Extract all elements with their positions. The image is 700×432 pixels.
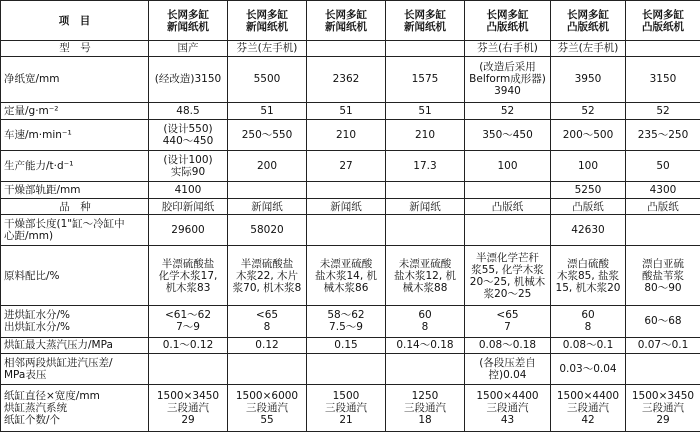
cell-line: 51 bbox=[260, 105, 274, 118]
cell-line: 18 bbox=[418, 414, 432, 427]
table-row bbox=[1, 56, 700, 103]
cell-line: 15, 机木浆20 bbox=[555, 281, 621, 294]
row-label bbox=[1, 119, 149, 150]
table-cell bbox=[386, 354, 465, 385]
table-cell bbox=[307, 41, 386, 57]
cell-line: 29 bbox=[656, 414, 670, 427]
cell-line: 3950 bbox=[574, 73, 602, 86]
cell-line: 0.15 bbox=[334, 339, 358, 352]
cell-line: 新闻纸 bbox=[251, 200, 283, 213]
cell-line: 52 bbox=[581, 105, 595, 118]
cell-line: 58020 bbox=[250, 224, 284, 237]
cell-line: 440～450 bbox=[162, 134, 214, 147]
table-cell bbox=[228, 198, 307, 215]
row-label bbox=[1, 246, 149, 306]
table-cell bbox=[307, 103, 386, 120]
cell-line: 7.5～9 bbox=[329, 321, 363, 334]
cell-line: 3940 bbox=[494, 85, 521, 98]
cell-line: 化学木浆17, bbox=[158, 269, 218, 282]
row-label-line: 相邻两段烘缸进汽压差/ bbox=[4, 357, 113, 370]
column-header bbox=[386, 1, 465, 41]
table-cell bbox=[149, 215, 228, 246]
cell-line: <65 bbox=[496, 309, 519, 322]
table-cell bbox=[551, 103, 626, 120]
table-cell bbox=[307, 385, 386, 432]
cell-line: 浆55, 化学木浆 bbox=[471, 263, 544, 276]
column-header-line: 长网多缸 bbox=[642, 8, 684, 21]
table-cell bbox=[626, 385, 700, 432]
table-row bbox=[1, 306, 700, 337]
table-cell bbox=[465, 103, 551, 120]
row-label-line: 烘缸最大蒸汽压力/MPa bbox=[4, 339, 113, 352]
table-cell bbox=[149, 198, 228, 215]
cell-line: 三段通汽 bbox=[642, 402, 684, 415]
table-cell bbox=[551, 119, 626, 150]
table-row bbox=[1, 354, 700, 385]
cell-line: (经改造)3150 bbox=[154, 73, 222, 86]
cell-line: 盐木浆14, 机 bbox=[314, 269, 378, 282]
cell-line: 8 bbox=[421, 321, 429, 334]
cell-line: 0.08～0.1 bbox=[562, 339, 614, 352]
table-cell bbox=[465, 119, 551, 150]
cell-line: 浆20～25 bbox=[483, 287, 532, 300]
cell-line: 0.03～0.04 bbox=[559, 363, 617, 376]
cell-line: 43 bbox=[500, 414, 515, 427]
cell-line: 48.5 bbox=[176, 105, 200, 118]
table-cell bbox=[626, 198, 700, 215]
table-cell bbox=[228, 215, 307, 246]
cell-line: 0.1～0.12 bbox=[162, 339, 214, 352]
cell-line: 60～68 bbox=[644, 315, 682, 328]
table-cell bbox=[465, 56, 551, 103]
table-cell bbox=[551, 306, 626, 337]
table-cell bbox=[149, 246, 228, 306]
column-header-line: 新闻纸机 bbox=[246, 20, 288, 33]
cell-line: 100 bbox=[577, 159, 599, 172]
table-row bbox=[1, 337, 700, 354]
cell-line: 漂白硫酸 bbox=[567, 257, 609, 270]
cell-line: 三段通汽 bbox=[167, 402, 209, 415]
column-header bbox=[149, 1, 228, 41]
table-cell bbox=[465, 354, 551, 385]
column-header-line: 新闻纸机 bbox=[404, 20, 446, 33]
table-cell bbox=[386, 182, 465, 199]
cell-line: 29600 bbox=[171, 224, 205, 237]
cell-line: 0.12 bbox=[255, 339, 279, 352]
table-cell bbox=[228, 337, 307, 354]
cell-line: 三段通汽 bbox=[246, 402, 288, 415]
row-label bbox=[1, 198, 149, 215]
cell-line: 51 bbox=[339, 105, 353, 118]
row-label bbox=[1, 215, 149, 246]
table-cell bbox=[149, 41, 228, 57]
table-cell bbox=[626, 215, 700, 246]
cell-line: 7～9 bbox=[176, 321, 200, 334]
table-cell bbox=[551, 182, 626, 199]
table-cell bbox=[465, 198, 551, 215]
table-row bbox=[1, 119, 700, 150]
cell-line: 1500×4400 bbox=[556, 390, 620, 403]
cell-line: 52 bbox=[656, 105, 670, 118]
cell-line: 1575 bbox=[411, 73, 439, 86]
row-label bbox=[1, 56, 149, 103]
cell-line: 凸版纸 bbox=[572, 200, 604, 213]
cell-line: 200～500 bbox=[562, 128, 614, 141]
header-row bbox=[1, 1, 700, 41]
cell-line: 210 bbox=[414, 128, 436, 141]
table-cell bbox=[551, 354, 626, 385]
table-cell bbox=[626, 119, 700, 150]
table-cell bbox=[551, 246, 626, 306]
table-cell bbox=[551, 337, 626, 354]
table-cell bbox=[465, 150, 551, 181]
table-cell bbox=[626, 354, 700, 385]
cell-line: 4300 bbox=[649, 183, 677, 196]
table-cell bbox=[465, 337, 551, 354]
table-row bbox=[1, 215, 700, 246]
table-cell bbox=[386, 103, 465, 120]
cell-line: 1500×4400 bbox=[476, 390, 539, 403]
table-row bbox=[1, 103, 700, 120]
cell-line: 1500 bbox=[332, 390, 360, 403]
table-cell bbox=[626, 246, 700, 306]
row-label-line: 净纸宽/mm bbox=[4, 73, 60, 86]
table-row bbox=[1, 385, 700, 432]
cell-line: 1500×3450 bbox=[631, 390, 695, 403]
column-header bbox=[465, 1, 551, 41]
table-cell bbox=[307, 215, 386, 246]
table-cell bbox=[149, 56, 228, 103]
cell-line: 4100 bbox=[174, 183, 202, 196]
cell-line: 5250 bbox=[574, 183, 602, 196]
column-header bbox=[626, 1, 700, 41]
table-cell bbox=[465, 215, 551, 246]
table-cell bbox=[307, 150, 386, 181]
table-cell bbox=[465, 246, 551, 306]
table-cell bbox=[386, 119, 465, 150]
cell-line: 1250 bbox=[411, 390, 439, 403]
cell-line: <61～62 bbox=[164, 309, 212, 322]
table-cell bbox=[307, 354, 386, 385]
cell-line: 8 bbox=[263, 321, 271, 334]
column-header-line: 新闻纸机 bbox=[325, 20, 367, 33]
cell-line: 58～62 bbox=[327, 309, 365, 322]
cell-line: (各段压差自 bbox=[479, 357, 536, 370]
table-cell bbox=[386, 56, 465, 103]
cell-line: 酸盐苇浆 bbox=[642, 269, 684, 282]
table-row bbox=[1, 182, 700, 199]
cell-line: 60 bbox=[581, 309, 595, 322]
cell-line: 控)0.04 bbox=[488, 369, 527, 382]
table-cell bbox=[386, 150, 465, 181]
table-cell bbox=[149, 354, 228, 385]
cell-line: 80～90 bbox=[644, 281, 682, 294]
table-cell bbox=[386, 215, 465, 246]
table-cell bbox=[386, 306, 465, 337]
row-label-line: 纸缸个数/个 bbox=[4, 414, 61, 427]
row-label bbox=[1, 182, 149, 199]
cell-line: (改造后采用 bbox=[479, 61, 536, 74]
column-header-line: 长网多缸 bbox=[486, 8, 529, 21]
cell-line: 21 bbox=[339, 414, 353, 427]
cell-line: (设计550) bbox=[163, 122, 213, 135]
cell-line: 半漂硫酸盐 bbox=[240, 257, 294, 270]
cell-line: 国产 bbox=[177, 42, 199, 55]
row-label bbox=[1, 337, 149, 354]
table-cell bbox=[465, 385, 551, 432]
cell-line: 三段通汽 bbox=[486, 402, 529, 415]
table-cell bbox=[626, 150, 700, 181]
cell-line: (设计100) bbox=[163, 153, 213, 166]
cell-line: 机木浆83 bbox=[165, 281, 211, 294]
row-label-line: 车速/m·min⁻¹ bbox=[4, 128, 72, 141]
table-cell bbox=[307, 246, 386, 306]
cell-line: 8 bbox=[584, 321, 592, 334]
table-cell bbox=[551, 215, 626, 246]
cell-line: 0.14～0.18 bbox=[396, 339, 454, 352]
cell-line: 29 bbox=[181, 414, 195, 427]
cell-line: 未漂亚硫酸 bbox=[398, 257, 452, 270]
table-cell bbox=[551, 56, 626, 103]
cell-line: 27 bbox=[339, 159, 353, 172]
cell-line: 20～25, 机械木 bbox=[469, 275, 546, 288]
table-cell bbox=[626, 41, 700, 57]
column-header-line: 凸版纸机 bbox=[486, 20, 529, 33]
cell-line: 235～250 bbox=[637, 128, 689, 141]
row-label bbox=[1, 354, 149, 385]
table-row bbox=[1, 150, 700, 181]
row-label-line: 定量/g·m⁻² bbox=[4, 105, 59, 118]
table-cell bbox=[551, 385, 626, 432]
cell-line: 未漂亚硫酸 bbox=[319, 257, 373, 270]
table-cell bbox=[386, 246, 465, 306]
row-label-line: 型 号 bbox=[59, 42, 91, 55]
cell-line: 漂白亚硫 bbox=[642, 257, 684, 270]
table-cell bbox=[149, 337, 228, 354]
cell-line: 新闻纸 bbox=[330, 200, 362, 213]
table-cell bbox=[228, 182, 307, 199]
corner-label: 项 目 bbox=[58, 14, 91, 27]
column-header-line: 长网多缸 bbox=[404, 8, 446, 21]
cell-line: 浆70, 机木浆8 bbox=[232, 281, 302, 294]
cell-line: 1500×3450 bbox=[156, 390, 220, 403]
row-label-line: 干燥部长度(1"缸～冷缸中 bbox=[4, 218, 125, 231]
row-label-line: MPa表压 bbox=[4, 369, 47, 382]
cell-line: 250～550 bbox=[241, 128, 293, 141]
cell-line: 木浆85, 盐浆 bbox=[556, 269, 620, 282]
row-label bbox=[1, 41, 149, 57]
row-label-line: 纸缸直径×宽度/mm bbox=[4, 390, 100, 403]
table-cell bbox=[307, 56, 386, 103]
cell-line: 凸版纸 bbox=[491, 200, 524, 213]
cell-line: 械木浆86 bbox=[323, 281, 369, 294]
row-label-line: 心距/mm) bbox=[4, 230, 54, 243]
column-header-line: 长网多缸 bbox=[246, 8, 288, 21]
cell-line: 凸版纸 bbox=[647, 200, 679, 213]
table-row bbox=[1, 41, 700, 57]
table-cell bbox=[149, 150, 228, 181]
table-cell bbox=[551, 150, 626, 181]
table-cell bbox=[386, 198, 465, 215]
row-label-line: 品 种 bbox=[59, 200, 91, 213]
row-label-line: 出烘缸水分/% bbox=[4, 321, 71, 334]
table-row bbox=[1, 198, 700, 215]
cell-line: 42 bbox=[581, 414, 595, 427]
table-cell bbox=[386, 41, 465, 57]
cell-line: 半漂硫酸盐 bbox=[161, 257, 215, 270]
cell-line: 2362 bbox=[332, 73, 360, 86]
table-cell bbox=[465, 41, 551, 57]
table-cell bbox=[228, 103, 307, 120]
column-header-line: 长网多缸 bbox=[567, 8, 609, 21]
cell-line: 胶印新闻纸 bbox=[161, 200, 215, 213]
corner-header bbox=[1, 1, 149, 41]
table-cell bbox=[228, 385, 307, 432]
column-header-line: 长网多缸 bbox=[167, 8, 209, 21]
cell-line: 械木浆88 bbox=[402, 281, 448, 294]
row-label-line: 烘缸蒸汽系统 bbox=[4, 402, 67, 415]
table-cell bbox=[307, 306, 386, 337]
table-cell bbox=[307, 182, 386, 199]
table-cell bbox=[149, 103, 228, 120]
column-header-line: 凸版纸机 bbox=[567, 20, 609, 33]
table-cell bbox=[228, 41, 307, 57]
cell-line: 200 bbox=[256, 159, 278, 172]
table-cell bbox=[551, 41, 626, 57]
cell-line: 三段通汽 bbox=[404, 402, 446, 415]
cell-line: Belform成形器) bbox=[469, 73, 546, 86]
table-cell bbox=[626, 56, 700, 103]
table-cell bbox=[149, 119, 228, 150]
cell-line: 50 bbox=[656, 159, 670, 172]
cell-line: 半漂化学芒秆 bbox=[476, 251, 539, 264]
column-header-line: 凸版纸机 bbox=[642, 20, 684, 33]
row-label-line: 原料配比/% bbox=[4, 269, 60, 282]
cell-line: 60 bbox=[418, 309, 432, 322]
table-cell bbox=[307, 198, 386, 215]
table-cell bbox=[228, 119, 307, 150]
cell-line: 盐木浆12, 机 bbox=[393, 269, 457, 282]
table-cell bbox=[386, 385, 465, 432]
cell-line: 5500 bbox=[253, 73, 281, 86]
cell-line: <65 bbox=[255, 309, 279, 322]
table-row bbox=[1, 246, 700, 306]
cell-line: 350～450 bbox=[482, 128, 533, 141]
row-label bbox=[1, 306, 149, 337]
row-label bbox=[1, 385, 149, 432]
cell-line: 3150 bbox=[649, 73, 677, 86]
column-header bbox=[551, 1, 626, 41]
cell-line: 51 bbox=[418, 105, 432, 118]
row-label bbox=[1, 150, 149, 181]
table-cell bbox=[626, 182, 700, 199]
row-label-line: 进烘缸水分/% bbox=[4, 309, 71, 322]
cell-line: 55 bbox=[260, 414, 274, 427]
table-cell bbox=[228, 354, 307, 385]
cell-line: 芬兰(左手机) bbox=[236, 42, 298, 55]
table-cell bbox=[465, 306, 551, 337]
table-cell bbox=[465, 182, 551, 199]
column-header-line: 新闻纸机 bbox=[167, 20, 209, 33]
row-label-line: 生产能力/t·d⁻¹ bbox=[4, 159, 74, 172]
cell-line: 42630 bbox=[571, 224, 605, 237]
table-cell bbox=[228, 56, 307, 103]
column-header bbox=[228, 1, 307, 41]
column-header bbox=[307, 1, 386, 41]
cell-line: 7 bbox=[504, 321, 511, 334]
cell-line: 17.3 bbox=[413, 159, 437, 172]
table-cell bbox=[307, 119, 386, 150]
cell-line: 三段通汽 bbox=[567, 402, 609, 415]
cell-line: 210 bbox=[335, 128, 357, 141]
cell-line: 实际90 bbox=[170, 165, 206, 178]
table-cell bbox=[386, 337, 465, 354]
table-cell bbox=[307, 337, 386, 354]
table-cell bbox=[626, 306, 700, 337]
table-cell bbox=[228, 246, 307, 306]
table-cell bbox=[149, 385, 228, 432]
row-label bbox=[1, 103, 149, 120]
cell-line: 木浆22, 木片 bbox=[235, 269, 299, 282]
table-cell bbox=[228, 306, 307, 337]
table-cell bbox=[551, 198, 626, 215]
cell-line: 新闻纸 bbox=[409, 200, 441, 213]
cell-line: 三段通汽 bbox=[325, 402, 367, 415]
cell-line: 1500×6000 bbox=[235, 390, 299, 403]
cell-line: 芬兰(左手机) bbox=[557, 42, 619, 55]
table-cell bbox=[228, 150, 307, 181]
table-cell bbox=[149, 182, 228, 199]
row-label-line: 干燥部轨距/mm bbox=[4, 183, 81, 196]
cell-line: 100 bbox=[497, 159, 518, 172]
column-header-line: 长网多缸 bbox=[325, 8, 367, 21]
table-cell bbox=[626, 103, 700, 120]
table-cell bbox=[626, 337, 700, 354]
cell-line: 芬兰(右手机) bbox=[477, 42, 538, 55]
cell-line: 52 bbox=[500, 105, 515, 118]
table-cell bbox=[149, 306, 228, 337]
cell-line: 0.07～0.1 bbox=[637, 339, 689, 352]
cell-line: 0.08～0.18 bbox=[478, 339, 537, 352]
